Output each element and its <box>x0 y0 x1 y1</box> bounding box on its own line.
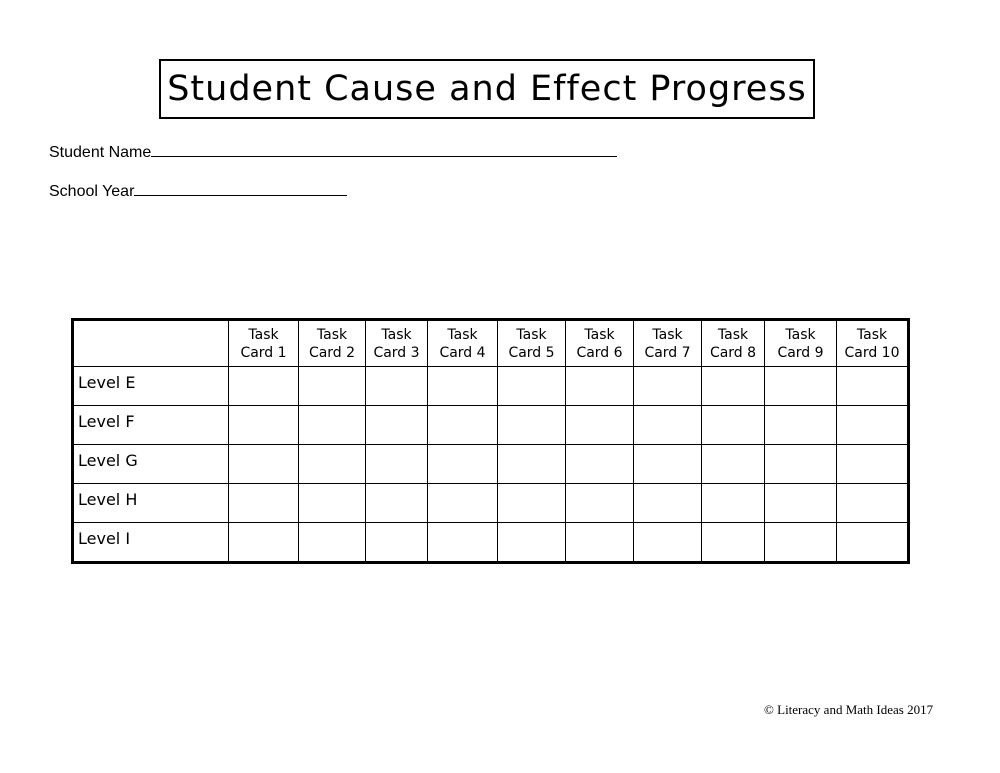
column-header-line1: Task <box>248 326 279 343</box>
column-header-line2: Card 10 <box>844 344 900 361</box>
school-year-label: School Year <box>49 183 135 200</box>
table-cell[interactable] <box>229 445 299 484</box>
student-name-label: Student Name <box>49 144 152 161</box>
table-cell[interactable] <box>366 523 428 563</box>
student-name-field[interactable] <box>49 142 617 162</box>
table-cell[interactable] <box>634 406 702 445</box>
table-cell[interactable] <box>498 484 566 523</box>
column-header <box>229 320 299 367</box>
school-year-blank[interactable] <box>134 181 347 196</box>
table-cell[interactable] <box>299 367 366 406</box>
table-cell[interactable] <box>765 406 837 445</box>
header-row <box>73 320 909 367</box>
column-header <box>299 320 366 367</box>
student-name-blank[interactable] <box>151 142 617 157</box>
column-header-line1: Task <box>316 326 348 343</box>
table-cell[interactable] <box>498 367 566 406</box>
table-cell[interactable] <box>765 367 837 406</box>
column-header-line2: Card 2 <box>308 344 356 361</box>
table-cell[interactable] <box>702 445 765 484</box>
table-cell[interactable] <box>702 406 765 445</box>
column-header <box>366 320 428 367</box>
table-row <box>73 484 909 523</box>
table-cell[interactable] <box>634 367 702 406</box>
table-cell[interactable] <box>566 523 634 563</box>
table-cell[interactable] <box>299 484 366 523</box>
copyright-notice: © Literacy and Math Ideas 2017 <box>764 702 934 717</box>
column-header-line2: Card 8 <box>709 344 757 361</box>
table-cell[interactable] <box>765 484 837 523</box>
table-row <box>73 367 909 406</box>
table-row <box>73 523 909 563</box>
table-cell[interactable] <box>428 523 498 563</box>
progress-table <box>71 318 910 564</box>
page-title: Student Cause and Effect Progress <box>167 69 807 109</box>
title-box <box>159 59 815 119</box>
column-header-line2: Card 6 <box>576 344 623 361</box>
table-cell[interactable] <box>366 445 428 484</box>
table-cell[interactable] <box>634 445 702 484</box>
column-header-line1: Task <box>447 326 478 343</box>
corner-cell <box>73 320 229 367</box>
column-header <box>765 320 837 367</box>
table-cell[interactable] <box>837 484 909 523</box>
column-header-line1: Task <box>785 326 816 343</box>
column-header-line2: Card 5 <box>508 344 555 361</box>
table-cell[interactable] <box>299 445 366 484</box>
table-cell[interactable] <box>765 523 837 563</box>
column-header <box>566 320 634 367</box>
table-cell[interactable] <box>299 523 366 563</box>
table-cell[interactable] <box>366 406 428 445</box>
table-cell[interactable] <box>366 367 428 406</box>
table-cell[interactable] <box>634 484 702 523</box>
table-row <box>73 406 909 445</box>
table-cell[interactable] <box>229 523 299 563</box>
row-label: Level F <box>73 406 229 445</box>
table-cell[interactable] <box>765 445 837 484</box>
table-cell[interactable] <box>366 484 428 523</box>
row-label: Level H <box>73 484 229 523</box>
school-year-field[interactable] <box>49 181 347 201</box>
column-header-line1: Task <box>381 326 412 343</box>
column-header-line1: Task <box>856 326 888 343</box>
column-header-line2: Card 4 <box>439 344 486 361</box>
table-cell[interactable] <box>428 484 498 523</box>
column-header-line2: Card 1 <box>240 344 287 361</box>
column-header <box>702 320 765 367</box>
table-cell[interactable] <box>299 406 366 445</box>
column-header-line1: Task <box>584 326 615 343</box>
table-cell[interactable] <box>566 484 634 523</box>
table-cell[interactable] <box>837 445 909 484</box>
table-cell[interactable] <box>566 367 634 406</box>
table-cell[interactable] <box>229 406 299 445</box>
column-header-line2: Card 9 <box>777 344 824 361</box>
table-row <box>73 445 909 484</box>
table-cell[interactable] <box>702 484 765 523</box>
row-label: Level G <box>73 445 229 484</box>
column-header-line2: Card 3 <box>373 344 420 361</box>
column-header-line2: Card 7 <box>644 344 691 361</box>
column-header-line1: Task <box>717 326 749 343</box>
table-cell[interactable] <box>498 406 566 445</box>
table-cell[interactable] <box>702 523 765 563</box>
table-cell[interactable] <box>566 406 634 445</box>
table-cell[interactable] <box>498 445 566 484</box>
table-cell[interactable] <box>229 367 299 406</box>
table-cell[interactable] <box>229 484 299 523</box>
table-cell[interactable] <box>702 367 765 406</box>
column-header-line1: Task <box>516 326 547 343</box>
table-cell[interactable] <box>634 523 702 563</box>
table-cell[interactable] <box>428 367 498 406</box>
column-header-line1: Task <box>652 326 683 343</box>
column-header <box>428 320 498 367</box>
table-cell[interactable] <box>428 406 498 445</box>
table-cell[interactable] <box>837 367 909 406</box>
table-cell[interactable] <box>498 523 566 563</box>
column-header <box>634 320 702 367</box>
column-header <box>498 320 566 367</box>
row-label: Level E <box>73 367 229 406</box>
table-cell[interactable] <box>837 523 909 563</box>
column-header <box>837 320 909 367</box>
row-label: Level I <box>73 523 229 563</box>
table-cell[interactable] <box>566 445 634 484</box>
table-cell[interactable] <box>428 445 498 484</box>
table-cell[interactable] <box>837 406 909 445</box>
